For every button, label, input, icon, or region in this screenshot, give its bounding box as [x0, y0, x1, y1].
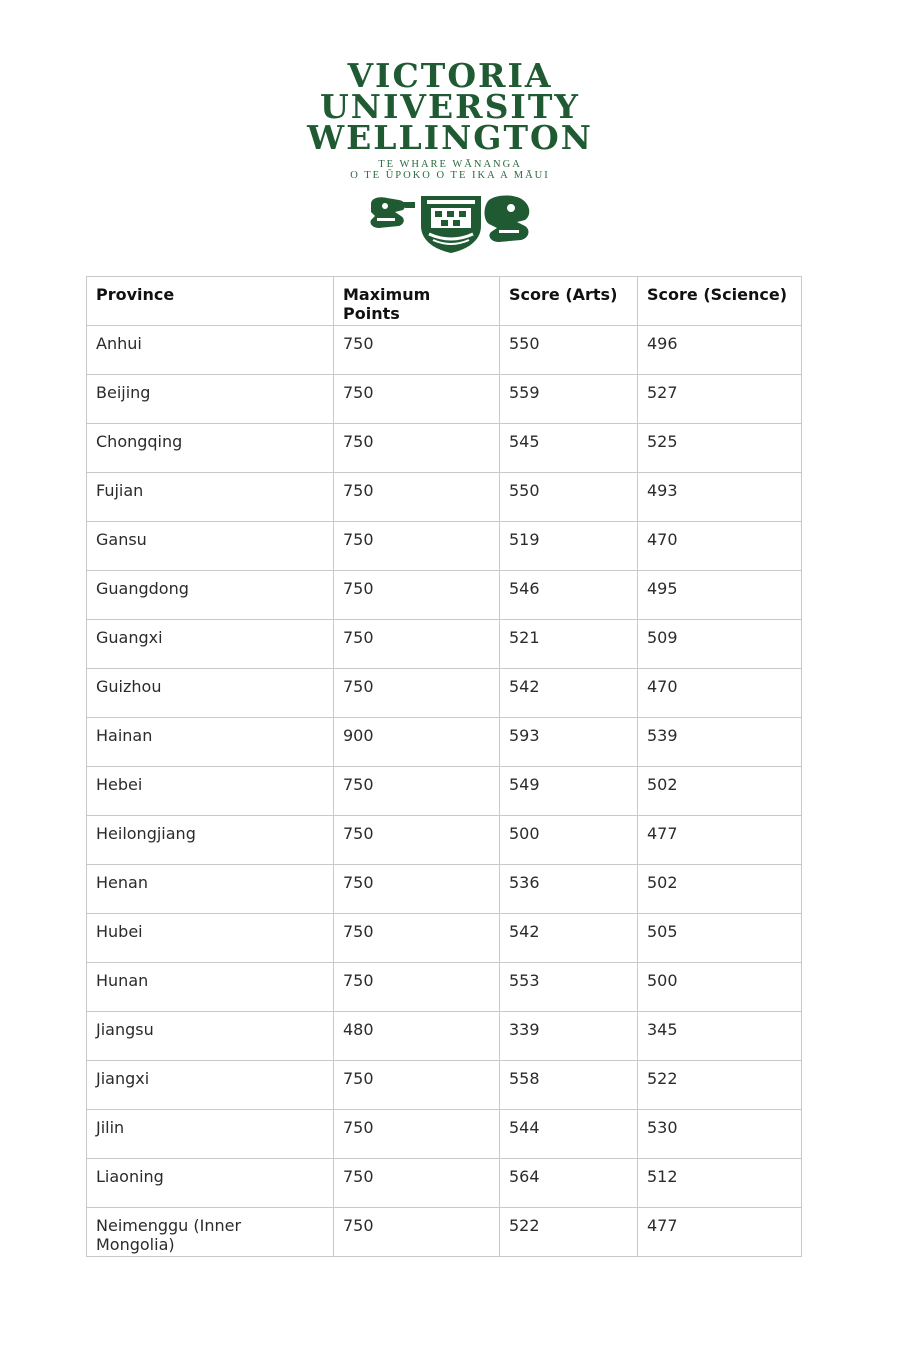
- table-row: [87, 473, 802, 522]
- score-arts-cell: 542: [500, 914, 638, 963]
- province-cell: Liaoning: [87, 1159, 334, 1208]
- column-header-score-science: Score (Science): [638, 277, 802, 326]
- province-cell: Hebei: [87, 767, 334, 816]
- table-row: [87, 718, 802, 767]
- score-science-cell: 496: [638, 326, 802, 375]
- province-cell: Guizhou: [87, 669, 334, 718]
- column-header-maximum-points: Maximum Points: [334, 277, 500, 326]
- maximum-points-cell: 750: [334, 767, 500, 816]
- table-row: [87, 424, 802, 473]
- maximum-points-cell: 750: [334, 1208, 500, 1257]
- table-row: [87, 522, 802, 571]
- province-cell: Hunan: [87, 963, 334, 1012]
- maximum-points-cell: 750: [334, 963, 500, 1012]
- score-arts-cell: 550: [500, 473, 638, 522]
- university-logo: [0, 56, 900, 181]
- score-science-cell: 509: [638, 620, 802, 669]
- province-cell: Chongqing: [87, 424, 334, 473]
- table-row: [87, 1110, 802, 1159]
- score-science-cell: 495: [638, 571, 802, 620]
- table-row: [87, 375, 802, 424]
- score-science-cell: 527: [638, 375, 802, 424]
- score-arts-cell: 558: [500, 1061, 638, 1110]
- score-science-cell: 477: [638, 816, 802, 865]
- score-science-cell: 502: [638, 767, 802, 816]
- table-row: [87, 816, 802, 865]
- maximum-points-cell: 750: [334, 914, 500, 963]
- score-science-cell: 505: [638, 914, 802, 963]
- score-arts-cell: 542: [500, 669, 638, 718]
- table-header-row: [87, 277, 802, 326]
- table-row: [87, 1159, 802, 1208]
- maximum-points-cell: 750: [334, 620, 500, 669]
- table-row: [87, 571, 802, 620]
- maximum-points-cell: 750: [334, 1061, 500, 1110]
- score-science-cell: 470: [638, 669, 802, 718]
- score-arts-cell: 521: [500, 620, 638, 669]
- province-cell: Hainan: [87, 718, 334, 767]
- maximum-points-cell: 750: [334, 424, 500, 473]
- table-row: [87, 767, 802, 816]
- logo-line-victoria: VICTORIA: [347, 56, 553, 95]
- score-science-cell: 522: [638, 1061, 802, 1110]
- score-arts-cell: 500: [500, 816, 638, 865]
- maximum-points-cell: 750: [334, 571, 500, 620]
- province-cell: Guangxi: [87, 620, 334, 669]
- province-cell: Beijing: [87, 375, 334, 424]
- score-table: [86, 276, 802, 1257]
- score-science-cell: 470: [638, 522, 802, 571]
- score-arts-cell: 536: [500, 865, 638, 914]
- score-science-cell: 512: [638, 1159, 802, 1208]
- score-arts-cell: 339: [500, 1012, 638, 1061]
- column-header-score-arts: Score (Arts): [500, 277, 638, 326]
- score-arts-cell: 546: [500, 571, 638, 620]
- maximum-points-cell: 750: [334, 522, 500, 571]
- score-science-cell: 539: [638, 718, 802, 767]
- crest-icon: [365, 190, 537, 254]
- score-arts-cell: 559: [500, 375, 638, 424]
- maximum-points-cell: 750: [334, 326, 500, 375]
- maximum-points-cell: 900: [334, 718, 500, 767]
- score-science-cell: 500: [638, 963, 802, 1012]
- province-cell: Heilongjiang: [87, 816, 334, 865]
- table-body: [87, 326, 802, 1257]
- score-arts-cell: 553: [500, 963, 638, 1012]
- score-arts-cell: 545: [500, 424, 638, 473]
- score-science-cell: 530: [638, 1110, 802, 1159]
- province-cell: Anhui: [87, 326, 334, 375]
- score-science-cell: 502: [638, 865, 802, 914]
- maximum-points-cell: 750: [334, 473, 500, 522]
- table-row: [87, 963, 802, 1012]
- logo-line-university: UNIVERSITY: [320, 87, 580, 126]
- table-row: [87, 669, 802, 718]
- column-header-province: Province: [87, 277, 334, 326]
- table-row: [87, 1061, 802, 1110]
- province-cell: Fujian: [87, 473, 334, 522]
- maximum-points-cell: 750: [334, 375, 500, 424]
- province-cell: Jiangsu: [87, 1012, 334, 1061]
- score-science-cell: 345: [638, 1012, 802, 1061]
- maximum-points-cell: 750: [334, 1110, 500, 1159]
- logo-line-wellington: WELLINGTON: [307, 118, 593, 157]
- score-arts-cell: 593: [500, 718, 638, 767]
- table-row: [87, 865, 802, 914]
- province-cell: Jiangxi: [87, 1061, 334, 1110]
- table-row: [87, 1012, 802, 1061]
- score-arts-cell: 522: [500, 1208, 638, 1257]
- maximum-points-cell: 750: [334, 669, 500, 718]
- score-arts-cell: 519: [500, 522, 638, 571]
- table-row: [87, 326, 802, 375]
- score-arts-cell: 549: [500, 767, 638, 816]
- score-science-cell: 493: [638, 473, 802, 522]
- score-science-cell: 477: [638, 1208, 802, 1257]
- logo-tagline-2: O TE ŪPOKO O TE IKA A MĀUI: [350, 170, 550, 181]
- table-row: [87, 914, 802, 963]
- maximum-points-cell: 750: [334, 816, 500, 865]
- table-row: [87, 620, 802, 669]
- maximum-points-cell: 750: [334, 1159, 500, 1208]
- province-cell: Jilin: [87, 1110, 334, 1159]
- province-cell: Guangdong: [87, 571, 334, 620]
- score-arts-cell: 550: [500, 326, 638, 375]
- logo-tagline-1: TE WHARE WĀNANGA: [378, 159, 522, 170]
- maximum-points-cell: 750: [334, 865, 500, 914]
- province-cell: Hubei: [87, 914, 334, 963]
- province-cell: Neimenggu (Inner Mongolia): [87, 1208, 334, 1257]
- maximum-points-cell: 480: [334, 1012, 500, 1061]
- province-cell: Henan: [87, 865, 334, 914]
- score-arts-cell: 564: [500, 1159, 638, 1208]
- province-cell: Gansu: [87, 522, 334, 571]
- score-arts-cell: 544: [500, 1110, 638, 1159]
- table-row: [87, 1208, 802, 1257]
- score-science-cell: 525: [638, 424, 802, 473]
